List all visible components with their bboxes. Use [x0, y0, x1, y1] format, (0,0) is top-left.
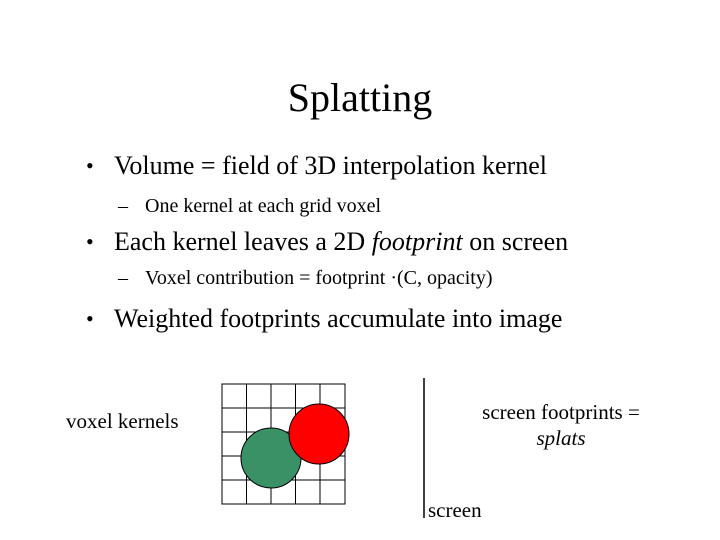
screen-footprints-label — [480, 399, 642, 451]
sub-bullet-text: One kernel at each grid voxel — [145, 195, 382, 217]
dash-icon: – — [118, 195, 128, 217]
red-voxel-kernel — [289, 404, 349, 464]
dash-icon: – — [118, 267, 128, 289]
bullet-text-start: Each kernel leaves a 2D — [114, 227, 372, 256]
voxel-kernels-label: voxel kernels — [66, 409, 179, 433]
bullet-icon: • — [86, 153, 94, 178]
bullet-text: Volume = field of 3D interpolation kernel — [114, 151, 547, 180]
splats-emphasis: splats — [536, 426, 586, 450]
splats-label — [480, 425, 642, 451]
bullet-text: Weighted footprints accumulate into image — [114, 304, 563, 333]
emphasis-footprint: footprint — [371, 227, 463, 256]
bullet-icon: • — [86, 306, 94, 331]
sub-bullet-text: Voxel contribution = footprint ·(C, opacity) — [145, 267, 493, 289]
bullet-icon: • — [86, 229, 94, 254]
screen-label: screen — [428, 498, 482, 522]
screen-footprints-line1: screen footprints = — [482, 400, 640, 424]
slide-title: Splatting — [287, 75, 433, 120]
bullet-text-end: on screen — [462, 227, 569, 256]
